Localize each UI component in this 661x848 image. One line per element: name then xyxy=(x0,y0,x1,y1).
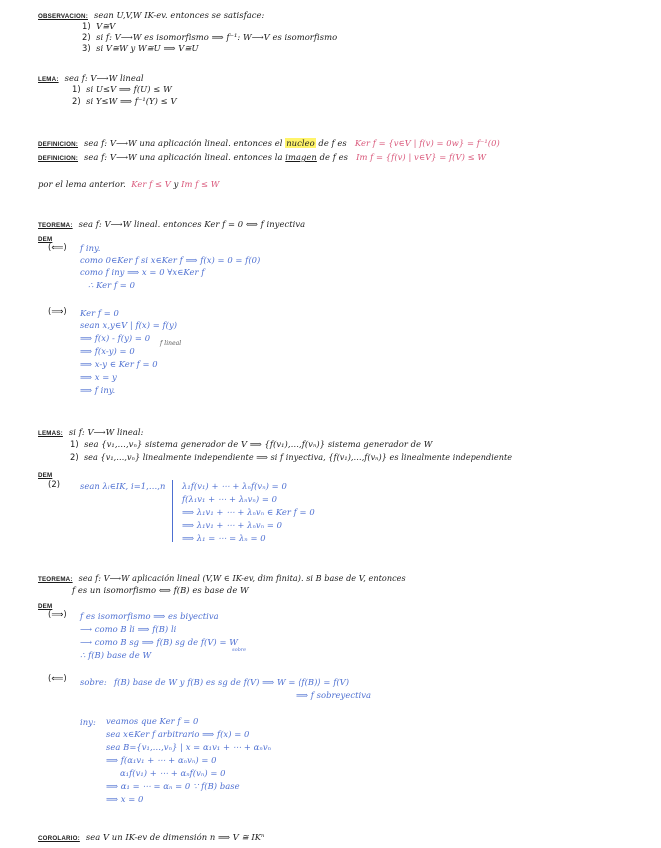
definicion-text: de f es xyxy=(319,152,348,162)
teorema2-part1-mark xyxy=(48,609,67,620)
item-mark: 1) xyxy=(72,84,81,94)
lema-item-2 xyxy=(72,96,177,107)
ker-subspace: Ker f ≤ V xyxy=(131,179,171,189)
item-text: si U≤V ⟹ f(U) ≤ W xyxy=(86,84,172,94)
proof-line: λ₁f(v₁) + ⋯ + λₙf(vₙ) = 0 xyxy=(182,481,287,491)
lemas-item-1 xyxy=(70,439,432,450)
item-text: si Y≤W ⟹ f⁻¹(Y) ≤ V xyxy=(86,96,177,106)
lemas-dem-mark xyxy=(48,479,60,490)
lema-item-1 xyxy=(72,84,172,95)
proof-line: ⟹ λ₁v₁ + ⋯ + λₙvₙ = 0 xyxy=(182,520,283,530)
item-mark: 3) xyxy=(82,43,91,53)
proof-line: ⟹ f(x-y) = 0 xyxy=(80,346,135,356)
lema-label: LEMA: xyxy=(38,76,59,83)
teorema-label: TEOREMA: xyxy=(38,576,73,583)
proof-line: sea B={v₁,…,vₙ} | x = α₁v₁ + ⋯ + αₙvₙ xyxy=(106,742,272,752)
proof-label: sobre: xyxy=(80,677,107,687)
proof-line: veamos que Ker f = 0 xyxy=(106,716,199,726)
proof-divider xyxy=(172,480,173,542)
definicion-imagen xyxy=(38,152,486,164)
proof-line: sean λᵢ∈IK, i=1,…,n xyxy=(80,481,166,491)
teorema-text: sea f: V⟶W lineal. entonces Ker f = 0 ⟺ f inyectiva xyxy=(78,219,306,229)
observacion-item-3 xyxy=(82,43,199,54)
lemas-label: LEMAS: xyxy=(38,430,63,437)
teorema-label: TEOREMA: xyxy=(38,222,73,229)
proof-mark: (⟹) xyxy=(48,609,67,619)
proof-line: sean x,y∈V | f(x) = f(y) xyxy=(80,320,178,330)
proof-line: ⟹ λ₁ = ⋯ = λₙ = 0 xyxy=(182,533,266,543)
definicion-text: sea f: V⟶W una aplicación lineal. entonces la xyxy=(84,152,283,162)
definicion-text: sea f: V⟶W una aplicación lineal. entonces el xyxy=(84,138,283,148)
proof-line: ⟹ x = y xyxy=(80,372,117,382)
definicion-label: DEFINICION: xyxy=(38,141,79,148)
item-mark: 2) xyxy=(72,96,81,106)
im-subspace: Im f ≤ W xyxy=(181,179,220,189)
proof-line: como 0∈Ker f si x∈Ker f ⟹ f(x) = 0 = f(0) xyxy=(80,255,261,265)
dem-label: DEM xyxy=(38,603,53,610)
definicion-text: de f es xyxy=(318,138,347,148)
proof-line: ⟶ como B li ⟹ f(B) li xyxy=(80,624,177,634)
lema-text: sea f: V⟶W lineal xyxy=(64,73,144,83)
proof-line: ∴ f(B) base de W xyxy=(80,650,152,660)
note-text: por el lema anterior. xyxy=(38,179,126,189)
proof-line: f es isomorfismo ⟹ es biyectiva xyxy=(80,611,219,621)
observacion-item-1 xyxy=(82,21,115,32)
item-mark: 1) xyxy=(70,439,79,449)
proof-line: ⟹ x = 0 xyxy=(106,794,144,804)
proof-mark: (⟹) xyxy=(48,306,67,316)
dem-label: DEM xyxy=(38,236,53,243)
item-mark: 1) xyxy=(82,21,91,31)
definicion-label: DEFINICION: xyxy=(38,155,79,162)
teorema-text: sea f: V⟶W aplicación lineal (V,W ∈ IK-ev, dim finita). si B base de V, entonces xyxy=(78,573,406,583)
item-text: sea {v₁,…,vₙ} linealmente independiente ⟹ si f inyectiva, {f(v₁),…,f(vₙ)} es linealmente independiente xyxy=(83,452,513,462)
item-mark: 2) xyxy=(82,32,91,42)
proof-mark: (⟸) xyxy=(48,242,67,252)
dem-label: DEM xyxy=(38,472,53,479)
observacion-item-2 xyxy=(82,32,337,43)
proof-line: α₁f(v₁) + ⋯ + αₙf(vₙ) = 0 xyxy=(120,768,226,778)
teorema1-heading-line xyxy=(38,219,305,231)
proof-line: ⟹ f sobreyectiva xyxy=(296,690,372,700)
proof-line: ⟶ como B sg ⟹ f(B) sg de f(V) = W xyxy=(80,637,238,647)
lemas-item-2 xyxy=(70,452,512,463)
item-text: V≅V xyxy=(96,21,116,31)
corolario-label: COROLARIO: xyxy=(38,835,80,842)
teorema1-part1-mark xyxy=(48,242,67,253)
observacion-text: sean U,V,W IK-ev. entonces se satisface: xyxy=(93,10,265,20)
ker-formula: Ker f = {v∈V | f(v) = 0w} = f⁻¹(0) xyxy=(354,138,500,148)
underlined-term: imagen xyxy=(285,152,317,162)
teorema2-text-line-2: f es un isomorfismo ⟺ f(B) es base de W xyxy=(72,585,249,595)
proof-line: como f iny ⟹ x = 0 ∀x∈Ker f xyxy=(80,267,205,277)
proof-line: f(B) base de W y f(B) es sg de f(V) ⟹ W = ⟨f(B)⟩ = f(V) xyxy=(114,677,350,687)
small-note: sobre xyxy=(232,647,247,653)
proof-line: Ker f = 0 xyxy=(80,308,119,318)
proof-line: ⟹ α₁ = ⋯ = αₙ = 0 ∵ f(B) base xyxy=(106,781,240,791)
lema-note-line xyxy=(38,179,219,190)
item-text: sea {v₁,…,vₙ} sistema generador de V ⟹ {f(v₁),…,f(vₙ)} sistema generador de W xyxy=(84,439,433,449)
observacion-heading-line xyxy=(38,10,264,22)
observacion-label: OBSERVACION: xyxy=(38,13,88,20)
proof-line: ∴ Ker f = 0 xyxy=(88,280,135,290)
proof-line: ⟹ f iny. xyxy=(80,385,116,395)
lemas-heading-line xyxy=(38,427,144,439)
corolario-text: sea V un IK-ev de dimensión n ⟹ V ≅ IKⁿ xyxy=(85,832,265,842)
proof-line: ⟹ f(x) - f(y) = 0 xyxy=(80,333,151,343)
item-mark: 2) xyxy=(70,452,79,462)
proof-line: sea x∈Ker f arbitrario ⟹ f(x) = 0 xyxy=(106,729,250,739)
item-text: si V≅W y W≅U ⟹ V≅U xyxy=(96,43,199,53)
proof-line: f iny. xyxy=(80,243,101,253)
im-formula: Im f = {f(v) | v∈V} = f(V) ≤ W xyxy=(356,152,487,162)
proof-mark: (⟸) xyxy=(48,673,67,683)
lemas-text: si f: V⟶W lineal: xyxy=(68,427,144,437)
proof-line: ⟹ λ₁v₁ + ⋯ + λₙvₙ ∈ Ker f = 0 xyxy=(182,507,315,517)
note-text: y xyxy=(173,179,179,189)
proof-line: f(λ₁v₁ + ⋯ + λₙvₙ) = 0 xyxy=(182,494,278,504)
teorema2-heading-line xyxy=(38,573,406,585)
proof-label: iny: xyxy=(80,717,96,727)
highlighted-term: nucleo xyxy=(286,138,315,148)
proof-mark: (2) xyxy=(48,479,61,489)
corolario-line xyxy=(38,832,265,844)
definicion-nucleo xyxy=(38,138,500,150)
proof-line: ⟹ f(α₁v₁ + ⋯ + αₙvₙ) = 0 xyxy=(106,755,217,765)
teorema1-part2-mark xyxy=(48,306,67,317)
teorema2-part2-mark xyxy=(48,673,67,684)
item-text: si f: V⟶W es isomorfismo ⟹ f⁻¹: W⟶V es isomorfismo xyxy=(96,32,338,42)
side-note: f lineal xyxy=(160,340,182,347)
proof-line: ⟹ x-y ∈ Ker f = 0 xyxy=(80,359,158,369)
